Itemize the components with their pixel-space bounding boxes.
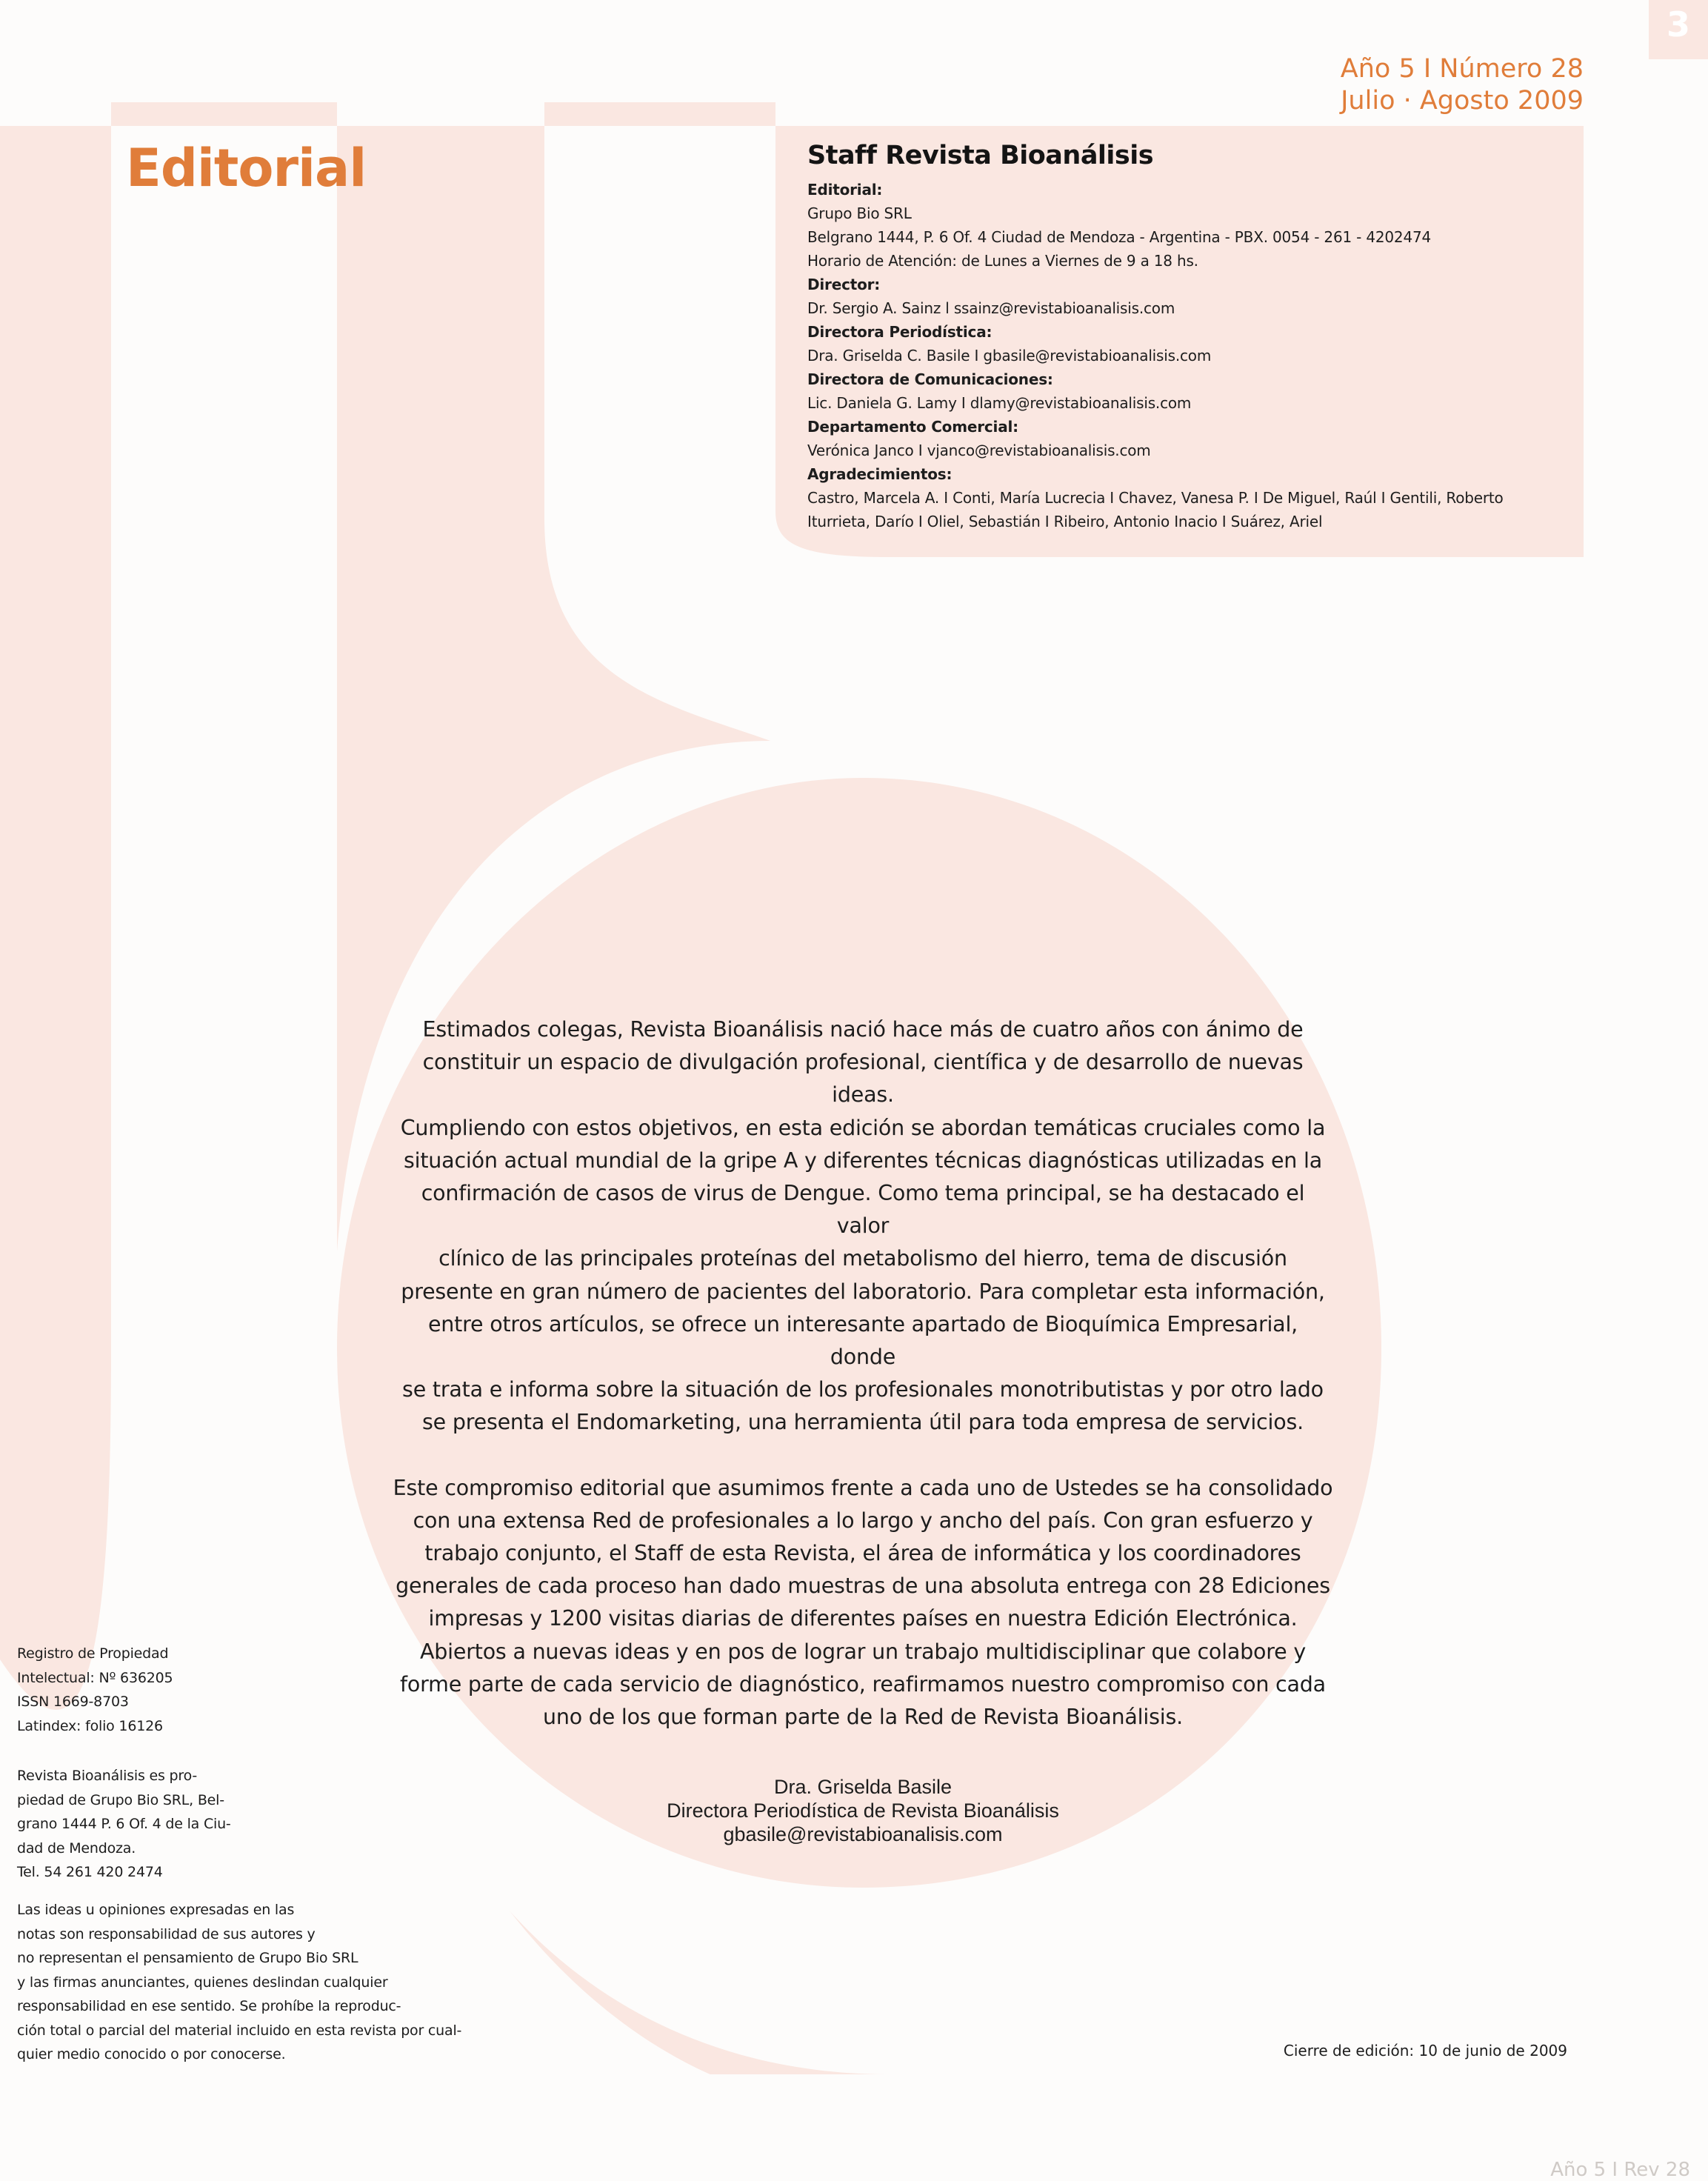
issue-number: Año 5 I Número 28	[1340, 54, 1584, 84]
sidebar-line: piedad de Grupo Bio SRL, Bel-	[17, 1791, 224, 1808]
staff-value: Horario de Atención: de Lunes a Viernes de 9 a 18 hs.	[807, 252, 1198, 270]
staff-box	[807, 141, 1548, 533]
staff-label: Editorial:	[807, 181, 883, 199]
issue-date: Julio · Agosto 2009	[1341, 86, 1584, 116]
staff-value: Dra. Griselda C. Basile I gbasile@revistabioanalisis.com	[807, 347, 1212, 364]
body-line: impresas y 1200 visitas diarias de diferentes países en nuestra Edición Electrónica.	[428, 1606, 1298, 1631]
body-line: uno de los que forman parte de la Red de Revista Bioanálisis.	[542, 1705, 1183, 1730]
page-title: Editorial	[126, 138, 367, 199]
staff-title: Staff Revista Bioanálisis	[807, 141, 1154, 170]
sidebar-line: no representan el pensamiento de Grupo Bio SRL	[17, 1950, 358, 1966]
staff-value: Lic. Daniela G. Lamy I dlamy@revistabioanalisis.com	[807, 394, 1192, 412]
staff-label: Director:	[807, 276, 881, 293]
editorial-body	[393, 1013, 1333, 1766]
body-paragraph	[393, 1013, 1333, 1439]
body-line: forme parte de cada servicio de diagnóstico, reafirmamos nuestro compromiso con cada	[400, 1671, 1326, 1696]
sidebar-line: dad de Mendoza.	[17, 1839, 136, 1857]
body-line: Estimados colegas, Revista Bioanálisis nació hace más de cuatro años con ánimo de	[422, 1017, 1304, 1042]
sidebar-line: Intelectual: Nº 636205	[17, 1669, 173, 1686]
page-number: 3	[1666, 4, 1690, 44]
sidebar-line: ción total o parcial del material incluido en esta revista por cual-	[17, 2022, 462, 2039]
registry-info	[17, 1642, 491, 1738]
staff-value: Grupo Bio SRL	[807, 204, 912, 222]
body-line: presente en gran número de pacientes del laboratorio. Para completar esta información,	[401, 1279, 1325, 1304]
sidebar-line: Tel. 54 261 420 2474	[17, 1864, 163, 1880]
body-line: entre otros artículos, se ofrece un interesante apartado de Bioquímica Empresarial, donde	[427, 1311, 1298, 1370]
body-line: se presenta el Endomarketing, una herramienta útil para toda empresa de servicios.	[421, 1410, 1304, 1435]
body-line: trabajo conjunto, el Staff de esta Revista, el área de informática y los coordinadores	[424, 1541, 1301, 1566]
body-line: Cumpliendo con estos objetivos, en esta edición se abordan temáticas cruciales como la	[400, 1115, 1326, 1140]
staff-label: Agradecimientos:	[807, 465, 953, 483]
staff-label: Departamento Comercial:	[807, 418, 1018, 436]
body-line: se trata e informa sobre la situación de los profesionales monotributistas y por otro lado	[402, 1377, 1324, 1402]
signature-role: Directora Periodística de Revista Bioanálisis	[667, 1799, 1059, 1822]
signature-block	[578, 1775, 1148, 1846]
staff-value: Dr. Sergio A. Sainz l ssainz@revistabioanalisis.com	[807, 299, 1175, 317]
ownership-info	[17, 1764, 491, 1885]
sidebar-line: quier medio conocido o por conocerse.	[17, 2046, 286, 2062]
body-line: confirmación de casos de virus de Dengue. Como tema principal, se ha destacado el valor	[421, 1181, 1305, 1239]
body-line: Abiertos a nuevas ideas y en pos de lograr un trabajo multidisciplinar que colabore y	[419, 1639, 1307, 1664]
staff-list	[807, 178, 1548, 533]
body-line: con una extensa Red de profesionales a lo largo y ancho del país. Con gran esfuerzo y	[413, 1508, 1313, 1533]
staff-value: Castro, Marcela A. I Conti, María Lucrecia I Chavez, Vanesa P. I De Miguel, Raúl I Gentili, Roberto	[807, 489, 1504, 507]
sidebar-line: notas son responsabilidad de sus autores y	[17, 1925, 316, 1942]
sidebar-line: grano 1444 P. 6 Of. 4 de la Ciu-	[17, 1816, 231, 1832]
sidebar-line: ISSN 1669-8703	[17, 1694, 129, 1710]
sidebar-line: Latindex: folio 16126	[17, 1717, 163, 1734]
body-paragraph	[393, 1472, 1333, 1734]
body-line: generales de cada proceso han dado muestras de una absoluta entrega con 28 Ediciones	[396, 1574, 1330, 1599]
staff-value: Verónica Janco I vjanco@revistabioanalisis.com	[807, 442, 1151, 459]
sidebar-line: Revista Bioanálisis es pro-	[17, 1768, 198, 1784]
body-line: clínico de las principales proteínas del metabolismo del hierro, tema de discusión	[438, 1246, 1287, 1271]
signature-email: gbasile@revistabioanalisis.com	[723, 1823, 1003, 1845]
staff-value: Belgrano 1444, P. 6 Of. 4 Ciudad de Mendoza - Argentina - PBX. 0054 - 261 - 4202474	[807, 228, 1432, 246]
disclaimer	[17, 1898, 491, 2067]
sidebar-line: Registro de Propiedad	[17, 1645, 169, 1662]
sidebar-line: Las ideas u opiniones expresadas en las	[17, 1902, 295, 1918]
closing-date: Cierre de edición: 10 de junio de 2009	[1283, 2042, 1567, 2060]
footer-issue: Año 5 I Rev 28	[1550, 2159, 1690, 2181]
body-line: Este compromiso editorial que asumimos frente a cada uno de Ustedes se ha consolidado	[393, 1475, 1333, 1500]
issue-info	[1341, 53, 1584, 117]
staff-label: Directora de Comunicaciones:	[807, 370, 1053, 388]
sidebar-line: responsabilidad en ese sentido. Se prohíbe la reproduc-	[17, 1998, 401, 2014]
body-line: situación actual mundial de la gripe A y diferentes técnicas diagnósticas utilizadas en la	[403, 1148, 1323, 1173]
signature-name: Dra. Griselda Basile	[773, 1776, 953, 1798]
body-line: constituir un espacio de divulgación profesional, científica y de desarrollo de nuevas ideas.	[422, 1050, 1304, 1108]
sidebar-line: y las firmas anunciantes, quienes deslindan cualquier	[17, 1974, 388, 1991]
staff-value: Iturrieta, Darío I Oliel, Sebastián I Ribeiro, Antonio Inacio I Suárez, Ariel	[807, 513, 1323, 530]
staff-label: Directora Periodística:	[807, 323, 993, 341]
